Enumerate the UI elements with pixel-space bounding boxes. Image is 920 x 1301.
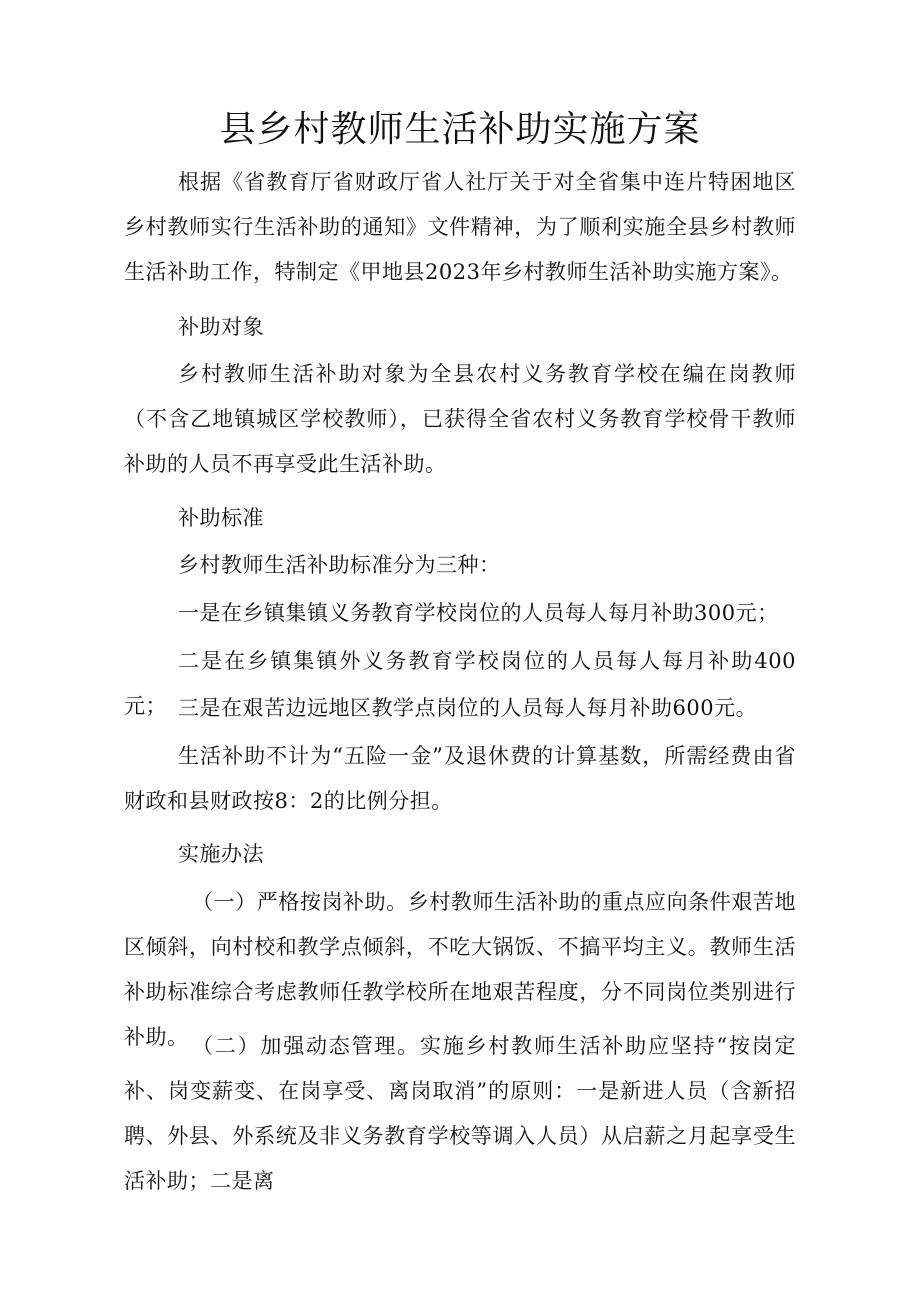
paragraph-standard-tier-3: 三是在艰苦边远地区教学点岗位的人员每人每月补助600元。 bbox=[178, 696, 758, 720]
document-title: 县乡村教师生活补助实施方案 bbox=[219, 109, 701, 150]
paragraph-subsidy-target: 乡村教师生活补助对象为全县农村义务教育学校在编在岗教师（不含乙地镇城区学校教师），已获得全省农村义务教育学校骨干教师补助的人员不再享受此生活补助。 bbox=[124, 362, 796, 476]
paragraph-implementation-1: （一）严格按岗补助。乡村教师生活补助的重点应向条件艰苦地区倾斜，向村校和教学点倾斜，不吃大锅饭、不搞平均主义。教师生活补助标准综合考虑教师任教学校所在地艰苦程度，分不同岗位类别进行补助。 bbox=[124, 890, 796, 1049]
heading-subsidy-target: 补助对象 bbox=[178, 315, 264, 339]
heading-implementation: 实施办法 bbox=[178, 842, 264, 866]
paragraph-implementation-2: （二）加强动态管理。实施乡村教师生活补助应坚持“按岗定补、岗变薪变、在岗享受、离岗取消”的原则：一是新进人员（含新招聘、外县、外系统及非义务教育学校等调入人员）从启薪之月起享受生活补助；二是离 bbox=[124, 1034, 796, 1193]
paragraph-funding: 生活补助不计为“五险一金”及退休费的计算基数，所需经费由省财政和县财政按8：2的比例分担。 bbox=[124, 744, 796, 813]
heading-subsidy-standard: 补助标准 bbox=[178, 506, 264, 530]
paragraph-basis: 根据《省教育厅省财政厅省人社厅关于对全省集中连片特困地区乡村教师实行生活补助的通知》文件精神，为了顺利实施全县乡村教师生活补助工作，特制定《甲地县2023年乡村教师生活补助实施方案》。 bbox=[124, 170, 796, 284]
paragraph-standard-tier-1: 一是在乡镇集镇义务教育学校岗位的人员每人每月补助300元； bbox=[178, 601, 779, 625]
paragraph-standard-intro: 乡村教师生活补助标准分为三种： bbox=[178, 553, 501, 577]
paragraph-standard-tier-2: 二是在乡镇集镇外义务教育学校岗位的人员每人每月补助400元； bbox=[124, 649, 796, 718]
